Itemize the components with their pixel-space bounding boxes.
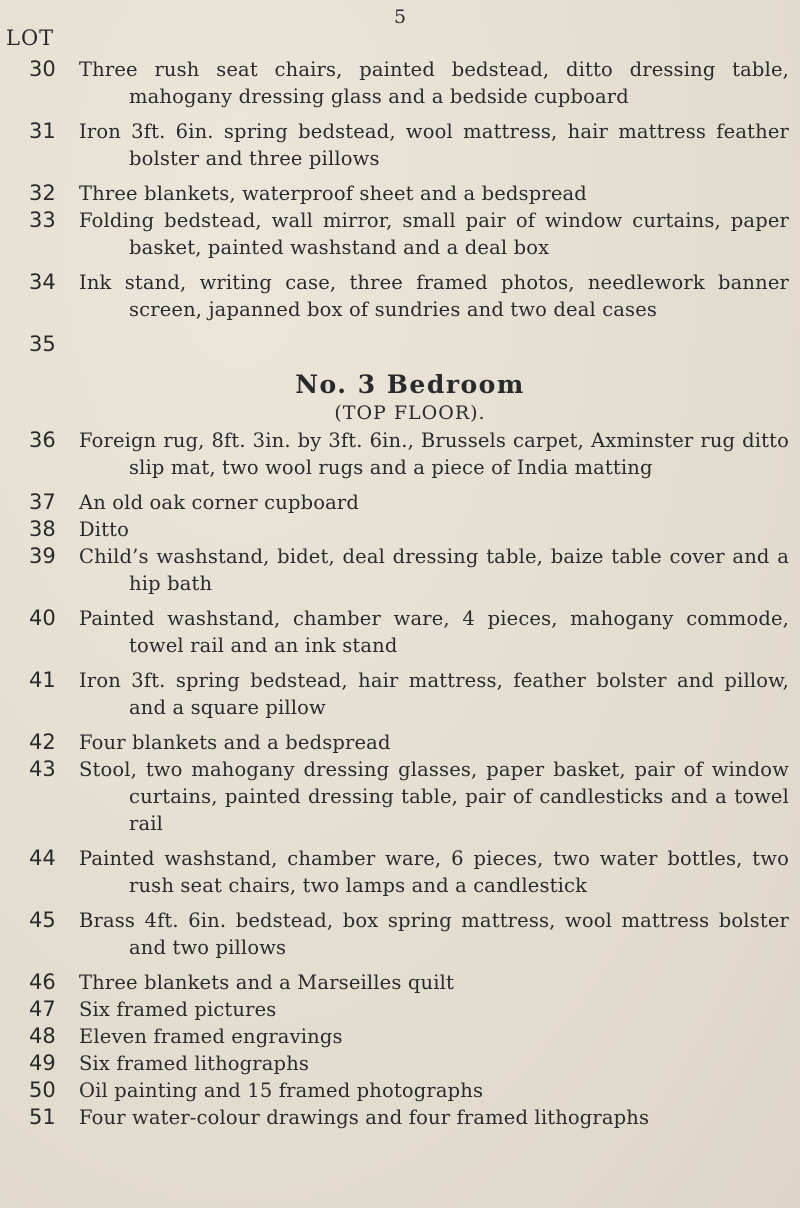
lot-item [0,845,800,899]
lot-item [0,1050,800,1077]
lot-item [0,1023,800,1050]
lot-item [0,756,800,837]
lot-item [0,729,800,756]
lot-description: Child’s washstand, bidet, deal dressing table, baize table cover and a hip bath [79,545,789,595]
lot-item [0,180,800,207]
lot-description: Oil painting and 15 framed photographs [79,1079,484,1102]
lot-item [0,331,800,358]
lot-description: An old oak corner cupboard [79,491,359,514]
lot-number: 35 [29,332,56,356]
lot-item [0,969,800,996]
lot-description: Six framed pictures [79,998,277,1021]
lot-number: 48 [29,1024,56,1048]
lot-item [0,56,800,110]
lot-number: 44 [29,846,56,870]
lot-item [0,996,800,1023]
lot-item [0,207,800,261]
lot-description: Iron 3ft. 6in. spring bedstead, wool mattress, hair mattress feather bolster and three pillows [79,120,789,170]
lot-description: Eleven framed engravings [79,1025,343,1048]
lot-description: Ink stand, writing case, three framed photos, needlework banner screen, japanned box of sundries and two deal cases [79,271,789,321]
lot-description: Three blankets, waterproof sheet and a bedspread [79,182,587,205]
lot-number: 46 [29,970,56,994]
lot-number: 50 [29,1078,56,1102]
lot-description: Iron 3ft. spring bedstead, hair mattress, feather bolster and pillow, and a square pillow [79,669,789,719]
lot-number: 31 [29,119,56,143]
lot-item [0,516,800,543]
lot-number: 47 [29,997,56,1021]
lot-item [0,489,800,516]
lot-number: 37 [29,490,56,514]
lot-number: 40 [29,606,56,630]
lot-item [0,118,800,172]
lot-description: Ditto [79,518,130,541]
lot-description: Painted washstand, chamber ware, 4 pieces, mahogany commode, towel rail and an ink stand [79,607,789,657]
lot-description: Foreign rug, 8ft. 3in. by 3ft. 6in., Brussels carpet, Axminster rug ditto slip mat, two wool rugs and a piece of India matting [79,429,789,479]
lot-number: 36 [29,428,56,452]
lot-number: 51 [29,1105,56,1129]
lot-item [0,427,800,481]
lot-list [0,56,800,1131]
lot-description: Four water-colour drawings and four framed lithographs [79,1106,650,1129]
lot-number: 33 [29,208,56,232]
lot-description: Three blankets and a Marseilles quilt [79,971,454,994]
lot-item [0,269,800,323]
lot-number: 39 [29,544,56,568]
lot-description: Folding bedstead, wall mirror, small pair of window curtains, paper basket, painted washstand and a deal box [79,209,789,259]
lot-item [0,543,800,597]
page-number: 5 [393,6,407,28]
lot-description: Painted washstand, chamber ware, 6 pieces, two water bottles, two rush seat chairs, two lamps and a candlestick [79,847,789,897]
lot-number: 32 [29,181,56,205]
lot-number: 34 [29,270,56,294]
lot-number: 42 [29,730,56,754]
lot-number: 38 [29,517,56,541]
lot-number: 41 [29,668,56,692]
lot-description [79,331,789,358]
lot-number: 49 [29,1051,56,1075]
lot-item [0,907,800,961]
lot-item [0,1104,800,1131]
lot-item [0,1077,800,1104]
section-subtitle: (TOP FLOOR). [334,402,486,424]
lot-item [0,605,800,659]
lot-number: 43 [29,757,56,781]
lot-description: Four blankets and a bedspread [79,731,391,754]
lot-description: Stool, two mahogany dressing glasses, paper basket, pair of window curtains, painted dressing table, pair of candlesticks and a towel rail [79,758,789,835]
lot-column-header: LOT [6,26,55,50]
lot-description: Six framed lithographs [79,1052,310,1075]
lot-number: 45 [29,908,56,932]
lot-description: Three rush seat chairs, painted bedstead, ditto dressing table, mahogany dressing glass and a bedside cupboard [79,58,789,108]
lot-item [0,667,800,721]
lot-description: Brass 4ft. 6in. bedstead, box spring mattress, wool mattress bolster and two pillows [79,909,789,959]
section-title: No. 3 Bedroom [295,370,525,399]
section-heading [0,370,800,426]
lot-number: 30 [29,57,56,81]
